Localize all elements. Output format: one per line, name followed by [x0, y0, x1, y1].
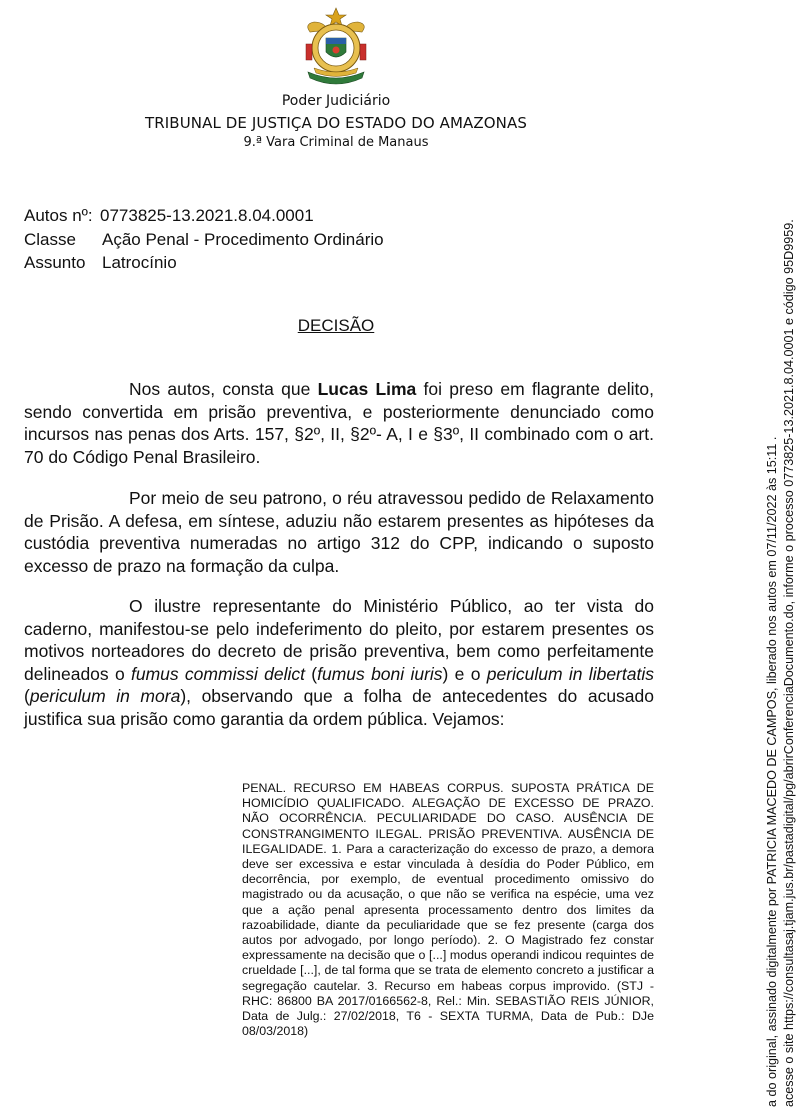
- signature-note-line-2: acesse o site https://consultasaj.tjam.jus.br/pastadigital/pg/abrirConferenciaDocumento.do, informe o processo 0773825-13.2021.8.04.0001 e código 95D9959.: [781, 219, 796, 1107]
- paragraph-3-text-e: ), observando que a folha de antecedentes do acusado justifica sua prisão como garantia da ordem pública. Vejamos:: [24, 686, 655, 729]
- court-name: TRIBUNAL DE JUSTIÇA DO ESTADO DO AMAZONAS: [145, 114, 527, 132]
- paragraph-3-text-b: (: [305, 663, 318, 684]
- case-subject-row: [24, 251, 384, 275]
- paragraph-1: [24, 378, 654, 468]
- signature-note-line-1: a do original, assinado digitalmente por PATRICIA MACEDO DE CAMPOS, liberado nos autos em 07/11/2022 às 15:11 .: [765, 436, 779, 1107]
- defendant-name: Lucas Lima: [317, 379, 417, 399]
- latin-term-2: fumus boni iuris: [317, 663, 443, 684]
- paragraph-2: Por meio de seu patrono, o réu atravessou pedido de Relaxamento de Prisão. A defesa, em síntese, aduziu não estarem presentes as hipóteses da custódia preventiva numeradas no artigo 312 do CPP, indicando o suposto excesso de prazo na formação da culpa.: [24, 488, 654, 576]
- case-info: [24, 204, 384, 275]
- paragraph-1-text-b: foi preso em flagrante delito, sendo convertida em prisão preventiva, e posteriormente denunciado como incursos nas penas dos Arts. 157, §2º, II, §2º- A, I e §3º, II combinado com o art. 70 do Código Penal Brasileiro.: [24, 379, 654, 467]
- court-division: 9.ª Vara Criminal de Manaus: [243, 135, 429, 150]
- header-line-1: Poder Judiciário: [281, 93, 391, 109]
- case-number-row: [24, 204, 384, 228]
- paragraph-3: [24, 595, 654, 731]
- case-number-value: 0773825-13.2021.8.04.0001: [100, 206, 314, 225]
- paragraph-3-text-a: O ilustre representante do Ministério Público, ao ter vista do caderno, manifestou-se pelo indeferimento do pleito, por estarem presentes os motivos norteadores do decreto de prisão preventiva, bem como perfeitamente delineados o: [24, 596, 654, 684]
- latin-term-1: fumus commissi delict: [130, 663, 305, 684]
- case-class-row: [24, 228, 384, 252]
- case-subject-value: Latrocínio: [102, 253, 177, 272]
- document-title: DECISÃO: [297, 316, 375, 335]
- jurisprudence-quote: PENAL. RECURSO EM HABEAS CORPUS. SUPOSTA PRÁTICA DE HOMICÍDIO QUALIFICADO. ALEGAÇÃO DE EXCESSO DE PRAZO. NÃO OCORRÊNCIA. PECULIARIDADE DO CASO. AUSÊNCIA DE CONSTRANGIMENTO ILEGAL. PRISÃO PREVENTIVA. AUSÊNCIA DE ILEGALIDADE. 1. Para a caracterização do excesso de prazo, a demora deve ser excessiva e estar vinculada à desídia do Poder Público, em decorrência, por exemplo, de eventual procedimento omissivo do magistrado ou da acusação, o que não se verifica na espécie, uma vez que a ação penal apresenta processamento dentro dos limites da razoabilidade, diante da peculiaridade que se fez presente (carga dos autos por advogado, por longo período). 2. O Magistrado fez constar expressamente na decisão que o [...] modus operandi indicou requintes de crueldade [...], de tal forma que se trata de elemento concreto a justificar a segregação cautelar. 3. Recurso em habeas corpus improvido. (STJ - RHC: 86800 BA 2017/0166562-8, Rel.: Min. SEBASTIÃO REIS JÚNIOR, Data de Julg.: 27/02/2018, T6 - SEXTA TURMA, Data de Pub.: DJe 08/03/2018): [242, 781, 654, 1039]
- paragraph-1-text-a: Nos autos, consta que: [129, 379, 318, 399]
- case-subject-label: Assunto: [24, 253, 86, 272]
- case-number-label: Autos nº:: [24, 206, 93, 225]
- case-class-value: Ação Penal - Procedimento Ordinário: [102, 229, 384, 249]
- signature-side-note: [764, 0, 800, 1107]
- latin-term-3: periculum in libertatis: [486, 663, 654, 684]
- case-class-label: Classe: [24, 229, 76, 249]
- coat-of-arms-icon: [300, 6, 372, 88]
- paragraph-3-text-d: (: [24, 686, 30, 707]
- paragraph-3-text-c: ) e o: [442, 663, 487, 684]
- latin-term-4: periculum in mora: [29, 686, 181, 707]
